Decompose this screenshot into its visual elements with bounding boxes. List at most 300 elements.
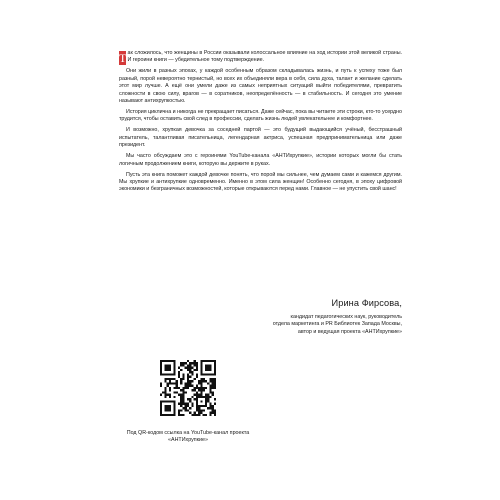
- qr-module: [182, 391, 184, 393]
- qr-module: [173, 403, 175, 405]
- qr-module: [187, 378, 189, 380]
- qr-module: [205, 400, 207, 402]
- qr-module: [182, 396, 184, 398]
- qr-module: [212, 412, 214, 414]
- qr-module: [200, 396, 202, 398]
- qr-module: [203, 409, 205, 411]
- qr-module: [178, 387, 180, 389]
- qr-module: [167, 364, 169, 366]
- qr-module: [160, 405, 162, 407]
- qr-module: [196, 369, 198, 371]
- qr-module: [176, 382, 178, 384]
- qr-module: [214, 385, 216, 387]
- qr-module: [209, 412, 211, 414]
- qr-module: [205, 360, 207, 362]
- qr-module: [214, 398, 216, 400]
- qr-module: [207, 360, 209, 362]
- qr-module: [198, 389, 200, 391]
- qr-module: [180, 405, 182, 407]
- qr-module: [207, 394, 209, 396]
- qr-module: [200, 362, 202, 364]
- paragraph-1-text: ак сложилось, что женщины в России оказывали колоссальное влияние на ход истории этой великой страны. И героини книги — убедительное тому подтверждение.: [127, 50, 402, 64]
- qr-module: [187, 387, 189, 389]
- qr-module: [182, 398, 184, 400]
- qr-module: [162, 391, 164, 393]
- qr-module: [209, 407, 211, 409]
- qr-module: [187, 409, 189, 411]
- qr-module: [187, 360, 189, 362]
- qr-module: [200, 373, 202, 375]
- qr-module: [200, 369, 202, 371]
- qr-module: [164, 394, 166, 396]
- qr-module: [198, 405, 200, 407]
- qr-module: [194, 394, 196, 396]
- qr-module: [194, 412, 196, 414]
- qr-module: [162, 400, 164, 402]
- qr-module: [198, 380, 200, 382]
- qr-module: [189, 380, 191, 382]
- qr-module: [185, 382, 187, 384]
- qr-module: [214, 378, 216, 380]
- author-title-line-1: кандидат педагогических наук, руководитель: [290, 314, 402, 320]
- qr-module: [160, 360, 162, 362]
- qr-module: [164, 387, 166, 389]
- qr-module: [205, 405, 207, 407]
- qr-module: [203, 380, 205, 382]
- qr-module: [160, 407, 162, 409]
- qr-module: [182, 394, 184, 396]
- qr-module: [196, 385, 198, 387]
- qr-module: [198, 409, 200, 411]
- qr-module: [187, 382, 189, 384]
- paragraph-6: Пусть эта книга поможет каждой девочке понять, что порой мы сильнее, чем думаем сами и кажемся другим. Мы хрупкие и антихрупкие одновременно. Именно в этом сила женщин! Особенно сегодня, в эпоху цифровой экономики и безграничных возможностей, которые открываются перед нами. Главное — не упустить свой шанс!: [119, 171, 402, 193]
- qr-module: [191, 367, 193, 369]
- qr-module: [178, 394, 180, 396]
- qr-module: [194, 362, 196, 364]
- author-signature: [273, 298, 402, 336]
- qr-module: [182, 403, 184, 405]
- qr-module: [167, 378, 169, 380]
- qr-module: [196, 403, 198, 405]
- qr-module: [205, 369, 207, 371]
- qr-module: [182, 364, 184, 366]
- qr-module: [196, 373, 198, 375]
- qr-module: [185, 409, 187, 411]
- qr-module: [200, 394, 202, 396]
- qr-module: [198, 382, 200, 384]
- qr-module: [189, 376, 191, 378]
- qr-module: [160, 371, 162, 373]
- qr-module: [164, 360, 166, 362]
- qr-module: [167, 369, 169, 371]
- qr-module: [191, 380, 193, 382]
- qr-module: [171, 373, 173, 375]
- qr-module: [164, 378, 166, 380]
- qr-module: [196, 396, 198, 398]
- qr-module: [178, 414, 180, 416]
- qr-module: [189, 400, 191, 402]
- qr-module: [214, 387, 216, 389]
- qr-module: [194, 414, 196, 416]
- qr-module: [205, 380, 207, 382]
- qr-module: [160, 362, 162, 364]
- qr-module: [187, 380, 189, 382]
- qr-module: [191, 396, 193, 398]
- qr-module: [164, 364, 166, 366]
- qr-module: [205, 396, 207, 398]
- qr-module: [178, 371, 180, 373]
- qr-module: [176, 380, 178, 382]
- qr-module: [167, 360, 169, 362]
- qr-module: [200, 405, 202, 407]
- qr-module: [164, 373, 166, 375]
- qr-module: [209, 389, 211, 391]
- qr-module: [173, 367, 175, 369]
- qr-module: [164, 391, 166, 393]
- qr-module: [203, 405, 205, 407]
- qr-module: [171, 414, 173, 416]
- qr-module: [205, 364, 207, 366]
- qr-module: [180, 369, 182, 371]
- qr-module: [176, 385, 178, 387]
- qr-module: [207, 396, 209, 398]
- qr-module: [180, 382, 182, 384]
- qr-caption: Под QR-кодом ссылка на YouTube-канал проекта «АНТИхрупкие»: [126, 430, 250, 444]
- qr-module: [209, 391, 211, 393]
- foreword-text: [119, 50, 402, 197]
- qr-module: [196, 387, 198, 389]
- qr-module: [162, 373, 164, 375]
- qr-module: [167, 367, 169, 369]
- qr-module: [173, 371, 175, 373]
- qr-module: [212, 405, 214, 407]
- paragraph-3: История циклична и никогда не прекращает писаться. Даже сейчас, пока вы читаете эти строки, кто-то усердно трудится, чтобы оставить свой след в профессии, сделать жизнь людей увлекательнее и комфортнее.: [119, 109, 402, 123]
- qr-module: [209, 396, 211, 398]
- qr-module: [203, 396, 205, 398]
- qr-module: [209, 367, 211, 369]
- qr-module: [200, 389, 202, 391]
- qr-module: [164, 380, 166, 382]
- qr-module: [196, 400, 198, 402]
- qr-module: [194, 364, 196, 366]
- qr-module: [164, 409, 166, 411]
- qr-module: [209, 414, 211, 416]
- qr-module: [209, 360, 211, 362]
- qr-module: [209, 385, 211, 387]
- qr-module: [205, 387, 207, 389]
- qr-module: [180, 400, 182, 402]
- qr-module: [169, 367, 171, 369]
- qr-module: [185, 362, 187, 364]
- qr-module: [212, 387, 214, 389]
- qr-module: [198, 394, 200, 396]
- qr-module: [182, 376, 184, 378]
- qr-module: [214, 409, 216, 411]
- qr-module: [173, 362, 175, 364]
- qr-module: [187, 369, 189, 371]
- qr-module: [167, 394, 169, 396]
- qr-module: [203, 389, 205, 391]
- qr-module: [167, 382, 169, 384]
- qr-module: [196, 407, 198, 409]
- qr-module: [171, 378, 173, 380]
- qr-module: [200, 367, 202, 369]
- qr-module: [214, 403, 216, 405]
- qr-module: [212, 382, 214, 384]
- qr-module: [160, 382, 162, 384]
- qr-module: [176, 391, 178, 393]
- qr-module: [189, 362, 191, 364]
- qr-module: [160, 414, 162, 416]
- qr-module: [180, 389, 182, 391]
- qr-module: [203, 387, 205, 389]
- qr-module: [187, 405, 189, 407]
- qr-module: [207, 364, 209, 366]
- qr-module: [173, 387, 175, 389]
- qr-module: [191, 389, 193, 391]
- qr-module: [203, 373, 205, 375]
- qr-module: [194, 389, 196, 391]
- qr-module: [214, 414, 216, 416]
- qr-module: [160, 373, 162, 375]
- qr-module: [194, 398, 196, 400]
- qr-module: [196, 405, 198, 407]
- qr-module: [205, 414, 207, 416]
- qr-module: [173, 391, 175, 393]
- qr-module: [185, 405, 187, 407]
- paragraph-4: И возможно, хрупкая девочка за соседней партой — это будущий выдающийся учёный, бесстрашный испытатель, талантливая писательница, легендарная актриса, успешная предпринимательница или даже президент.: [119, 127, 402, 149]
- qr-module: [169, 405, 171, 407]
- qr-module: [209, 380, 211, 382]
- qr-module: [207, 400, 209, 402]
- paragraph-1: [119, 50, 402, 65]
- qr-module: [185, 387, 187, 389]
- qr-module: [173, 396, 175, 398]
- qr-module: [200, 364, 202, 366]
- qr-module: [180, 362, 182, 364]
- qr-module: [191, 414, 193, 416]
- qr-module: [167, 414, 169, 416]
- qr-module: [187, 367, 189, 369]
- qr-module: [160, 364, 162, 366]
- qr-module: [189, 371, 191, 373]
- qr-module: [194, 369, 196, 371]
- qr-module: [189, 407, 191, 409]
- qr-module: [164, 389, 166, 391]
- qr-module: [194, 378, 196, 380]
- qr-module: [196, 391, 198, 393]
- qr-module: [180, 396, 182, 398]
- qr-module: [185, 385, 187, 387]
- qr-module: [164, 367, 166, 369]
- qr-module: [196, 409, 198, 411]
- qr-module: [214, 367, 216, 369]
- qr-module: [173, 407, 175, 409]
- qr-module: [180, 364, 182, 366]
- qr-module: [178, 409, 180, 411]
- qr-module: [164, 405, 166, 407]
- qr-module: [167, 373, 169, 375]
- qr-module: [171, 360, 173, 362]
- qr-module: [214, 364, 216, 366]
- qr-module: [167, 405, 169, 407]
- qr-module: [173, 412, 175, 414]
- qr-module: [207, 407, 209, 409]
- qr-code[interactable]: [160, 360, 216, 416]
- qr-module: [160, 403, 162, 405]
- qr-module: [189, 382, 191, 384]
- qr-module: [207, 398, 209, 400]
- qr-module: [212, 360, 214, 362]
- qr-module: [169, 364, 171, 366]
- qr-module: [209, 369, 211, 371]
- qr-module: [212, 394, 214, 396]
- qr-module: [209, 378, 211, 380]
- qr-module: [187, 373, 189, 375]
- qr-module: [198, 387, 200, 389]
- qr-module: [160, 400, 162, 402]
- qr-module: [173, 360, 175, 362]
- qr-module: [160, 385, 162, 387]
- qr-module: [169, 407, 171, 409]
- qr-module: [167, 407, 169, 409]
- qr-module: [180, 409, 182, 411]
- qr-module: [205, 398, 207, 400]
- qr-module: [173, 405, 175, 407]
- qr-module: [185, 407, 187, 409]
- qr-module: [160, 367, 162, 369]
- qr-module: [180, 403, 182, 405]
- qr-module: [191, 373, 193, 375]
- qr-module: [187, 376, 189, 378]
- qr-module: [191, 362, 193, 364]
- qr-module: [200, 400, 202, 402]
- qr-module: [171, 382, 173, 384]
- qr-module: [180, 414, 182, 416]
- qr-module: [185, 403, 187, 405]
- qr-module: [173, 378, 175, 380]
- author-name: Ирина Фирсова,: [331, 298, 402, 308]
- qr-module: [214, 362, 216, 364]
- qr-module: [191, 371, 193, 373]
- qr-module: [196, 376, 198, 378]
- qr-module: [198, 396, 200, 398]
- qr-module: [180, 378, 182, 380]
- qr-module: [182, 400, 184, 402]
- qr-module: [160, 394, 162, 396]
- qr-module: [169, 378, 171, 380]
- qr-module: [189, 364, 191, 366]
- qr-module: [169, 387, 171, 389]
- qr-module: [189, 369, 191, 371]
- qr-module: [182, 373, 184, 375]
- qr-module: [212, 391, 214, 393]
- qr-module: [185, 391, 187, 393]
- qr-module: [189, 398, 191, 400]
- qr-module: [173, 409, 175, 411]
- qr-module: [214, 382, 216, 384]
- qr-module: [196, 362, 198, 364]
- qr-module: [169, 382, 171, 384]
- qr-module: [182, 378, 184, 380]
- qr-module: [164, 407, 166, 409]
- qr-module: [198, 412, 200, 414]
- qr-module: [191, 403, 193, 405]
- qr-module: [169, 380, 171, 382]
- qr-module: [189, 385, 191, 387]
- qr-module: [189, 412, 191, 414]
- qr-module: [207, 367, 209, 369]
- qr-module: [205, 403, 207, 405]
- qr-module: [160, 369, 162, 371]
- qr-module: [196, 398, 198, 400]
- qr-module: [203, 360, 205, 362]
- paragraph-5: Мы часто обсуждаем это с героинями YouTube-канала «АНТИхрупкие», истории которых могли бы стать логичным продолжением книги, которую вы держите в руках.: [119, 153, 402, 167]
- qr-module: [205, 373, 207, 375]
- qr-module: [212, 409, 214, 411]
- qr-module: [167, 409, 169, 411]
- qr-module: [173, 369, 175, 371]
- qr-module: [209, 364, 211, 366]
- qr-module: [185, 367, 187, 369]
- qr-module: [169, 409, 171, 411]
- qr-module: [212, 385, 214, 387]
- qr-module: [214, 373, 216, 375]
- drop-cap: Т: [119, 50, 127, 65]
- qr-module: [182, 414, 184, 416]
- qr-module: [180, 380, 182, 382]
- qr-module: [200, 380, 202, 382]
- qr-module: [169, 394, 171, 396]
- qr-module: [194, 360, 196, 362]
- qr-module: [178, 403, 180, 405]
- qr-module: [176, 387, 178, 389]
- qr-module: [209, 387, 211, 389]
- qr-module: [169, 389, 171, 391]
- qr-module: [191, 385, 193, 387]
- qr-module: [169, 400, 171, 402]
- qr-module: [203, 414, 205, 416]
- qr-module: [214, 369, 216, 371]
- qr-module: [187, 403, 189, 405]
- qr-module: [191, 405, 193, 407]
- qr-module: [173, 373, 175, 375]
- qr-module: [164, 400, 166, 402]
- qr-code-image[interactable]: [160, 360, 216, 416]
- qr-module: [196, 364, 198, 366]
- qr-module: [182, 389, 184, 391]
- qr-module: [200, 371, 202, 373]
- qr-module: [182, 362, 184, 364]
- qr-module: [173, 414, 175, 416]
- qr-module: [173, 364, 175, 366]
- qr-module: [180, 398, 182, 400]
- qr-module: [212, 380, 214, 382]
- qr-module: [196, 367, 198, 369]
- qr-module: [209, 405, 211, 407]
- qr-module: [171, 400, 173, 402]
- paragraph-2: Они жили в разных эпохах, у каждой особенным образом складывалась жизнь, и путь к успеху тоже был разный, порой невероятно тернистый, но всех их объединяли вера в себя, сила духа, талант и желание сделать этот мир лучше. А ещё они умели даже из самых неприятных ситуаций выйти победителями, превратить сложности в свою силу, врагов — в соратников, неопределённость — в стабильность. И сегодня это умение называют антихрупкостью.: [119, 68, 402, 105]
- qr-module: [169, 414, 171, 416]
- qr-module: [200, 360, 202, 362]
- qr-module: [173, 400, 175, 402]
- qr-module: [196, 394, 198, 396]
- qr-module: [169, 360, 171, 362]
- qr-module: [164, 369, 166, 371]
- qr-module: [209, 373, 211, 375]
- qr-module: [214, 371, 216, 373]
- qr-module: [214, 412, 216, 414]
